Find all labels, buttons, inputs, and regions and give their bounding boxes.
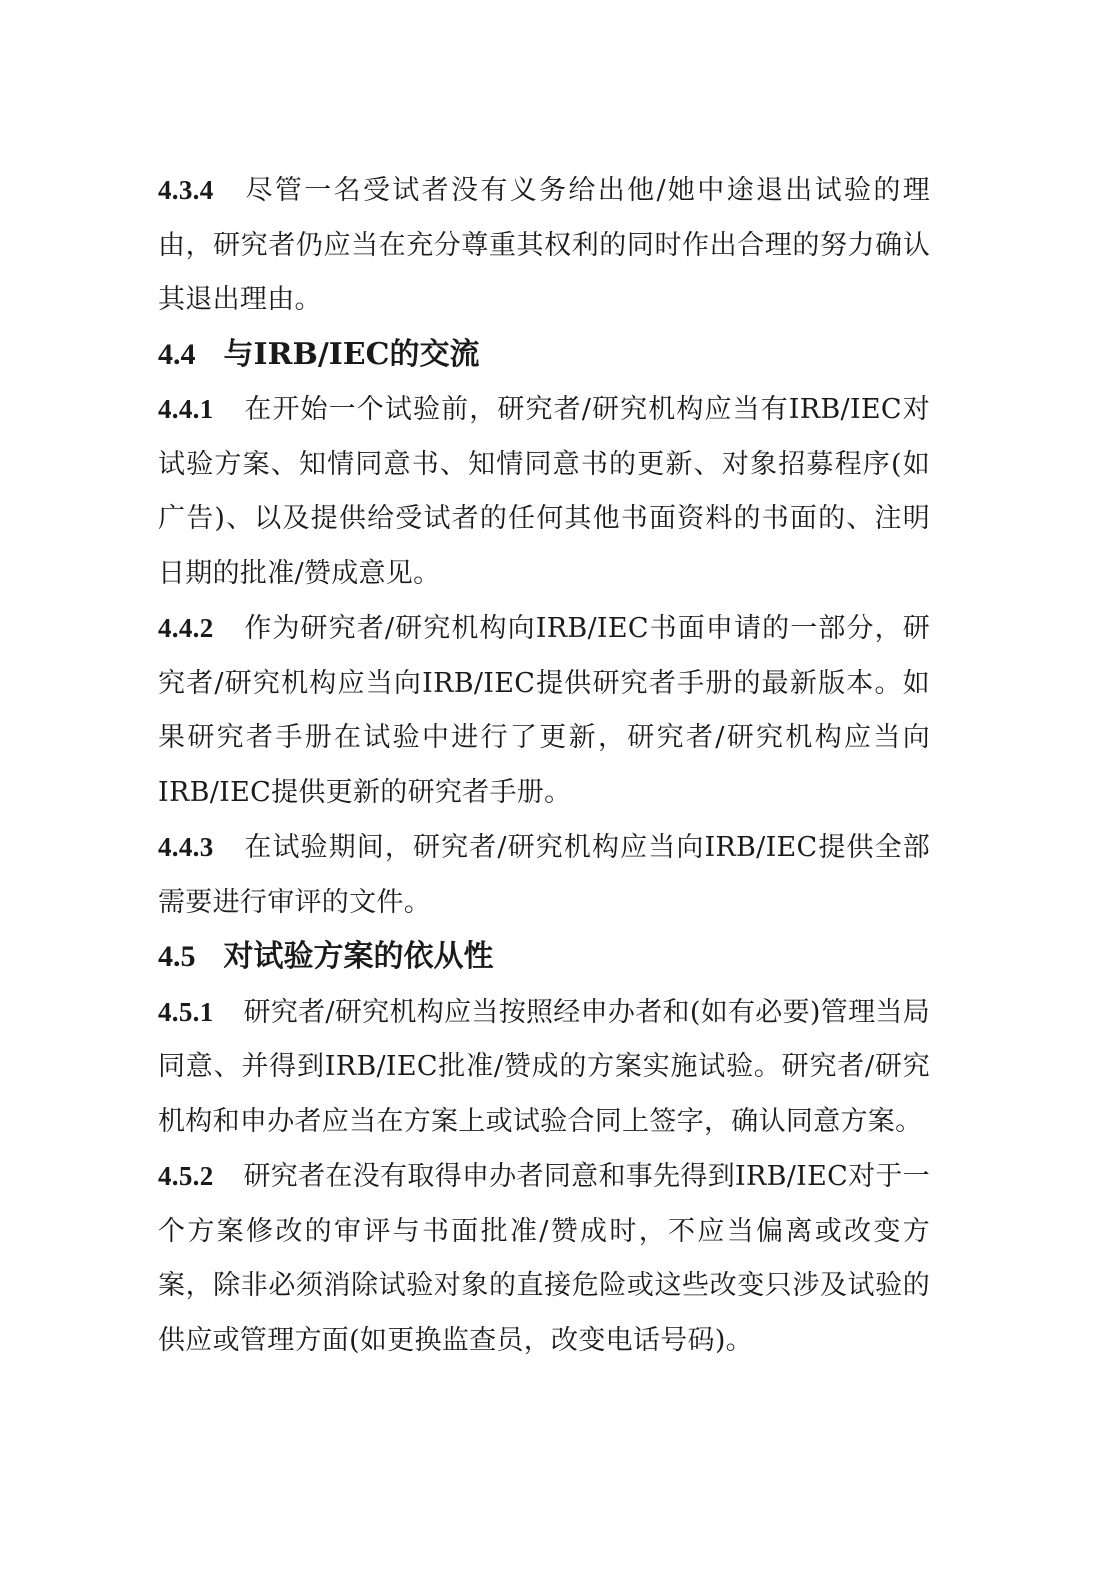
section-title: 对试验方案的依从性 — [223, 939, 494, 974]
clause-4-4-1 — [158, 382, 930, 601]
clause-4-4-2 — [158, 601, 930, 820]
section-number: 4.5 — [158, 940, 196, 973]
clause-number: 4.4.1 — [158, 394, 214, 424]
clause-text: 在开始一个试验前，研究者/研究机构应当有IRB/IEC对试验方案、知情同意书、知情同意书的更新、对象招募程序(如广告)、以及提供给受试者的任何其他书面资料的书面的、注明日期的批准/赞成意见。 — [158, 394, 930, 589]
clause-number: 4.5.2 — [158, 1161, 214, 1191]
clause-number: 4.4.2 — [158, 613, 214, 643]
clause-text: 作为研究者/研究机构向IRB/IEC书面申请的一部分，研究者/研究机构应当向IRB/IEC提供研究者手册的最新版本。如果研究者手册在试验中进行了更新，研究者/研究机构应当向IRB/IEC提供更新的研究者手册。 — [158, 613, 930, 808]
clause-text: 研究者在没有取得申办者同意和事先得到IRB/IEC对于一个方案修改的审评与书面批准/赞成时，不应当偏离或改变方案，除非必须消除试验对象的直接危险或这些改变只涉及试验的供应或管理方面(如更换监查员，改变电话号码)。 — [158, 1161, 930, 1356]
section-title: 与IRB/IEC的交流 — [223, 336, 480, 372]
clause-text: 在试验期间，研究者/研究机构应当向IRB/IEC提供全部需要进行审评的文件。 — [158, 832, 930, 918]
section-heading-4-5 — [158, 930, 930, 985]
clause-4-5-1 — [158, 985, 930, 1150]
clause-text: 研究者/研究机构应当按照经申办者和(如有必要)管理当局同意、并得到IRB/IEC批准/赞成的方案实施试验。研究者/研究机构和申办者应当在方案上或试验合同上签字，确认同意方案。 — [158, 996, 930, 1137]
clause-4-4-3 — [158, 820, 930, 930]
clause-4-5-2 — [158, 1149, 930, 1368]
section-heading-4-4 — [158, 328, 930, 383]
clause-number: 4.5.1 — [158, 996, 214, 1027]
clause-4-3-4 — [158, 163, 930, 328]
clause-number: 4.3.4 — [158, 175, 214, 205]
clause-number: 4.4.3 — [158, 832, 214, 862]
clause-text: 尽管一名受试者没有义务给出他/她中途退出试验的理由，研究者仍应当在充分尊重其权利的同时作出合理的努力确认其退出理由。 — [158, 175, 930, 315]
section-number: 4.4 — [158, 337, 196, 371]
document-body — [158, 163, 930, 1368]
